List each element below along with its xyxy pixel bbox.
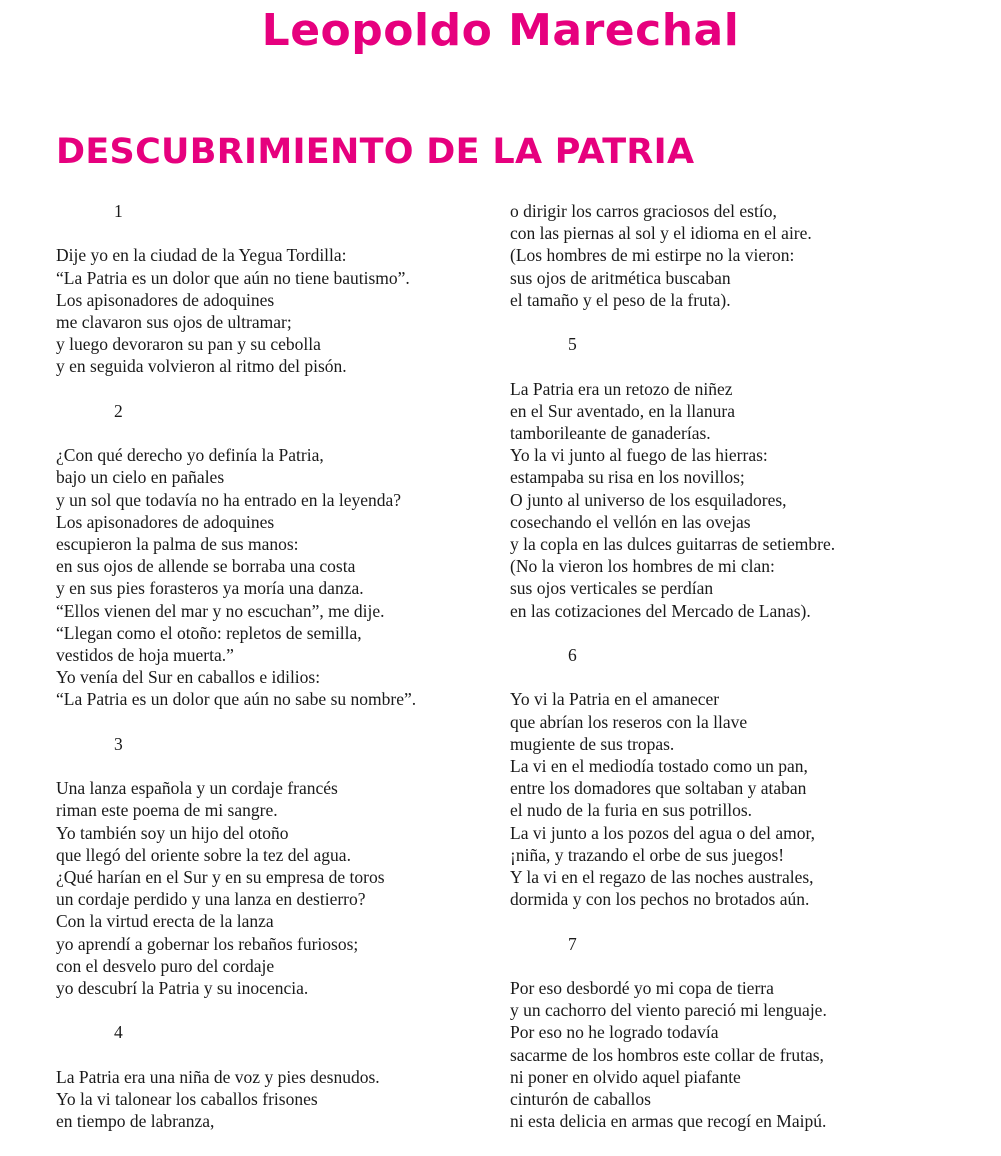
poem-column-right [510,200,980,1132]
verse-line: Y la vi en el regazo de las noches australes, [510,867,814,887]
verse-line: y un cachorro del viento pareció mi lenguaje. [510,1000,827,1021]
verse-line: sus ojos de aritmética buscaban [510,267,731,288]
stanza-spacer [510,622,980,644]
stanza [510,644,980,933]
verse-line: Los apisonadores de adoquines [56,289,275,310]
verse-line: “Ellos vienen del mar y no escuchan”, me dije. [56,600,385,621]
verse-line: mugiente de sus tropas. [510,733,675,754]
stanza-spacer [510,666,980,688]
verse-line: La vi en el mediodía tostado como un pan, [510,755,808,776]
verse-line: con las piernas al sol y el idioma en el aire. [510,223,812,244]
verse-line: yo aprendí a gobernar los rebaños furiosos; [56,933,359,954]
verse-line: y en sus pies forasteros ya moría una danza. [56,578,364,599]
verse-line: o dirigir los carros graciosos del estío, [510,201,777,221]
stanza [56,200,486,400]
verse-line: ni poner en olvido aquel piafante [510,1066,741,1087]
verse-line: en las cotizaciones del Mercado de Lanas). [510,600,811,621]
verse-line: entre los domadores que soltaban y ataban [510,778,807,799]
verse-line: estampaba su risa en los novillos; [510,467,745,488]
stanza [510,933,980,1133]
verse-line: sus ojos verticales se perdían [510,578,714,599]
verse-line: ¿Con qué derecho yo definía la Patria, [56,445,324,466]
stanza [56,400,486,733]
stanza-spacer [56,755,486,777]
verse-line: que abrían los reseros con la llave [510,711,748,732]
verse-line: Yo también soy un hijo del otoño [56,822,289,843]
poem-title: DESCUBRIMIENTO DE LA PATRIA [56,132,695,172]
verse-line: un cordaje perdido y una lanza en destierro? [56,889,366,910]
stanza-number: 2 [114,400,123,421]
verse-line: que llegó del oriente sobre la tez del agua. [56,844,351,865]
verse-line: vestidos de hoja muerta.” [56,644,234,665]
stanza [510,333,980,644]
verse-line: escupieron la palma de sus manos: [56,533,299,554]
verse-line: el tamaño y el peso de la fruta). [510,289,731,310]
verse-line: Yo la vi junto al fuego de las hierras: [510,445,768,466]
verse-line: me clavaron sus ojos de ultramar; [56,311,292,332]
verse-line: tamborileante de ganaderías. [510,422,711,443]
verse-line: yo descubrí la Patria y su inocencia. [56,977,309,998]
author-name: Leopoldo Marechal [261,5,740,56]
verse-line: La vi junto a los pozos del agua o del amor, [510,822,815,843]
verse-line: “Llegan como el otoño: repletos de semilla, [56,622,362,643]
stanza-number: 4 [114,1022,123,1043]
stanza-spacer [56,222,486,244]
stanza-spacer [56,999,486,1021]
verse-line: bajo un cielo en pañales [56,467,225,488]
verse-line: y luego devoraron su pan y su cebolla [56,334,321,355]
stanza-number: 1 [114,201,123,221]
verse-line: en tiempo de labranza, [56,1111,215,1132]
verse-line: O junto al universo de los esquiladores, [510,489,787,510]
stanza-spacer [56,1044,486,1066]
verse-line: y la copla en las dulces guitarras de setiembre. [510,534,836,554]
stanza-spacer [510,355,980,377]
verse-line: (Los hombres de mi estirpe no la vieron: [510,245,795,266]
verse-line: cinturón de caballos [510,1088,651,1109]
stanza-number: 3 [114,733,123,754]
verse-line: Dije yo en la ciudad de la Yegua Tordilla: [56,245,347,266]
stanza-number: 5 [568,334,577,355]
verse-line: Por eso desbordé yo mi copa de tierra [510,977,774,998]
verse-line: dormida y con los pechos no brotados aún. [510,889,810,910]
verse-line: Por eso no he logrado todavía [510,1022,719,1043]
verse-line: con el desvelo puro del cordaje [56,955,275,976]
verse-line: ¿Qué harían en el Sur y en su empresa de toros [56,866,385,887]
verse-line: La Patria era una niña de voz y pies desnudos. [56,1066,380,1087]
stanza [56,733,486,1022]
stanza-number: 7 [568,933,577,954]
verse-line: La Patria era un retozo de niñez [510,378,733,399]
verse-line: y en seguida volvieron al ritmo del pisón. [56,356,347,377]
stanza-number: 6 [568,645,577,665]
verse-line: en sus ojos de allende se borraba una costa [56,556,356,577]
verse-line: ni esta delicia en armas que recogí en Maipú. [510,1111,827,1132]
verse-line: “La Patria es un dolor que aún no tiene bautismo”. [56,267,410,288]
verse-line: Yo venía del Sur en caballos e idilios: [56,667,321,688]
stanza-spacer [510,311,980,333]
stanza [56,1021,486,1132]
verse-line: en el Sur aventado, en la llanura [510,400,735,421]
verse-line: Yo vi la Patria en el amanecer [510,689,720,710]
verse-line: riman este poema de mi sangre. [56,800,278,821]
verse-line: el nudo de la furia en sus potrillos. [510,800,753,821]
stanza-spacer [56,378,486,400]
verse-line: Con la virtud erecta de la lanza [56,911,274,932]
stanza-spacer [510,955,980,977]
verse-line: sacarme de los hombros este collar de frutas, [510,1044,824,1065]
stanza-spacer [56,422,486,444]
stanza [510,200,980,333]
verse-line: ¡niña, y trazando el orbe de sus juegos! [510,844,785,865]
verse-line: Yo la vi talonear los caballos frisones [56,1088,318,1109]
verse-line: Los apisonadores de adoquines [56,511,275,532]
verse-line: (No la vieron los hombres de mi clan: [510,556,775,577]
stanza-spacer [56,711,486,733]
verse-line: Una lanza española y un cordaje francés [56,778,338,799]
verse-line: “La Patria es un dolor que aún no sabe su nombre”. [56,689,417,710]
verse-line: cosechando el vellón en las ovejas [510,511,751,532]
verse-line: y un sol que todavía no ha entrado en la leyenda? [56,489,402,510]
poem-column-left [56,200,486,1132]
stanza-spacer [510,910,980,932]
